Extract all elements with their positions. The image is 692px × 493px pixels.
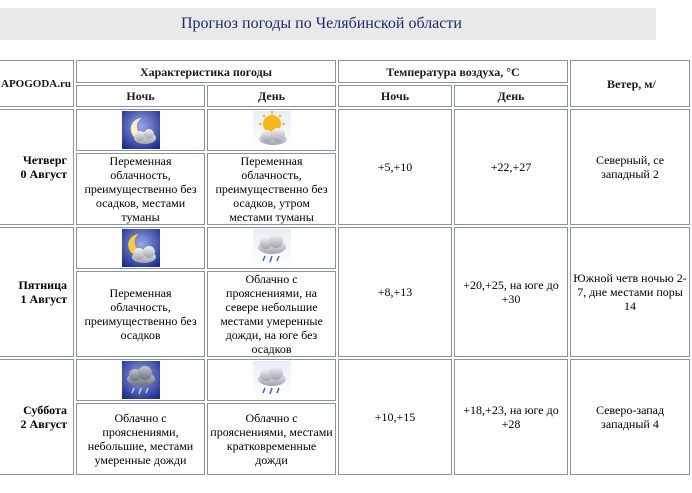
rain-cloud-icon bbox=[253, 361, 291, 399]
day-cell bbox=[0, 109, 74, 225]
forecast-row bbox=[0, 227, 690, 269]
night-desc-cell: Переменная облачность, преимущественно без осадков bbox=[76, 271, 205, 357]
day-icon-cell bbox=[207, 227, 336, 269]
day-name: Суббота bbox=[23, 403, 67, 417]
night-icon-cell bbox=[76, 227, 205, 269]
night-icon-cell bbox=[76, 359, 205, 401]
forecast-row bbox=[0, 359, 690, 401]
forecast-row bbox=[0, 109, 690, 151]
moon-cloud-icon bbox=[122, 229, 160, 267]
day-desc-cell: Облачно с прояснениями, местами кратковременные дожди bbox=[207, 403, 336, 475]
wind-cell: Северо-запад западный 4 bbox=[570, 359, 690, 475]
day-date: 1 Август bbox=[20, 292, 67, 306]
day-date: 0 Август bbox=[20, 167, 67, 181]
wind-cell: Северный, се западный 2 bbox=[570, 109, 690, 225]
source-header: APOGODA.ru bbox=[0, 60, 74, 107]
temp-day-cell: +18,+23, на юге до +28 bbox=[454, 359, 568, 475]
day-name: Четверг bbox=[23, 153, 67, 167]
day-desc-cell: Переменная облачность, преимущественно без осадков, утром местами туманы bbox=[207, 153, 336, 225]
page-title: Прогноз погоды по Челябинской области bbox=[181, 15, 462, 32]
day-cell bbox=[0, 227, 74, 357]
day-icon-cell bbox=[207, 109, 336, 151]
temp-night-cell: +5,+10 bbox=[338, 109, 452, 225]
temperature-header: Температура воздуха, °С bbox=[338, 60, 568, 83]
day-name: Пятница bbox=[18, 278, 67, 292]
weather-day-header: День bbox=[207, 85, 336, 107]
wind-cell: Южной четв ночью 2-7, дне местами поры 14 bbox=[570, 227, 690, 357]
temp-night-cell: +8,+13 bbox=[338, 227, 452, 357]
day-icon-cell bbox=[207, 359, 336, 401]
temp-night-cell: +10,+15 bbox=[338, 359, 452, 475]
night-desc-cell: Переменная облачность, преимущественно без осадков, местами туманы bbox=[76, 153, 205, 225]
moon-cloud-icon bbox=[122, 111, 160, 149]
forecast-table bbox=[0, 58, 692, 477]
rain-cloud-icon bbox=[122, 361, 160, 399]
night-icon-cell bbox=[76, 109, 205, 151]
temp-day-cell: +22,+27 bbox=[454, 109, 568, 225]
weather-char-header: Характеристика погоды bbox=[76, 60, 336, 83]
weather-night-header: Ночь bbox=[76, 85, 205, 107]
rain-cloud-icon bbox=[253, 229, 291, 267]
temp-day-header: День bbox=[454, 85, 568, 107]
day-date: 2 Август bbox=[20, 417, 67, 431]
page-title-bar bbox=[0, 8, 656, 40]
day-cell bbox=[0, 359, 74, 475]
day-desc-cell: Облачно с прояснениями, на севере небольшие местами умеренные дожди, на юге без осадков bbox=[207, 271, 336, 357]
temp-night-header: Ночь bbox=[338, 85, 452, 107]
wind-header: Ветер, м/ bbox=[570, 60, 690, 107]
night-desc-cell: Облачно с прояснениями, небольшие, местами умеренные дожди bbox=[76, 403, 205, 475]
temp-day-cell: +20,+25, на юге до +30 bbox=[454, 227, 568, 357]
sun-cloud-icon bbox=[253, 111, 291, 149]
